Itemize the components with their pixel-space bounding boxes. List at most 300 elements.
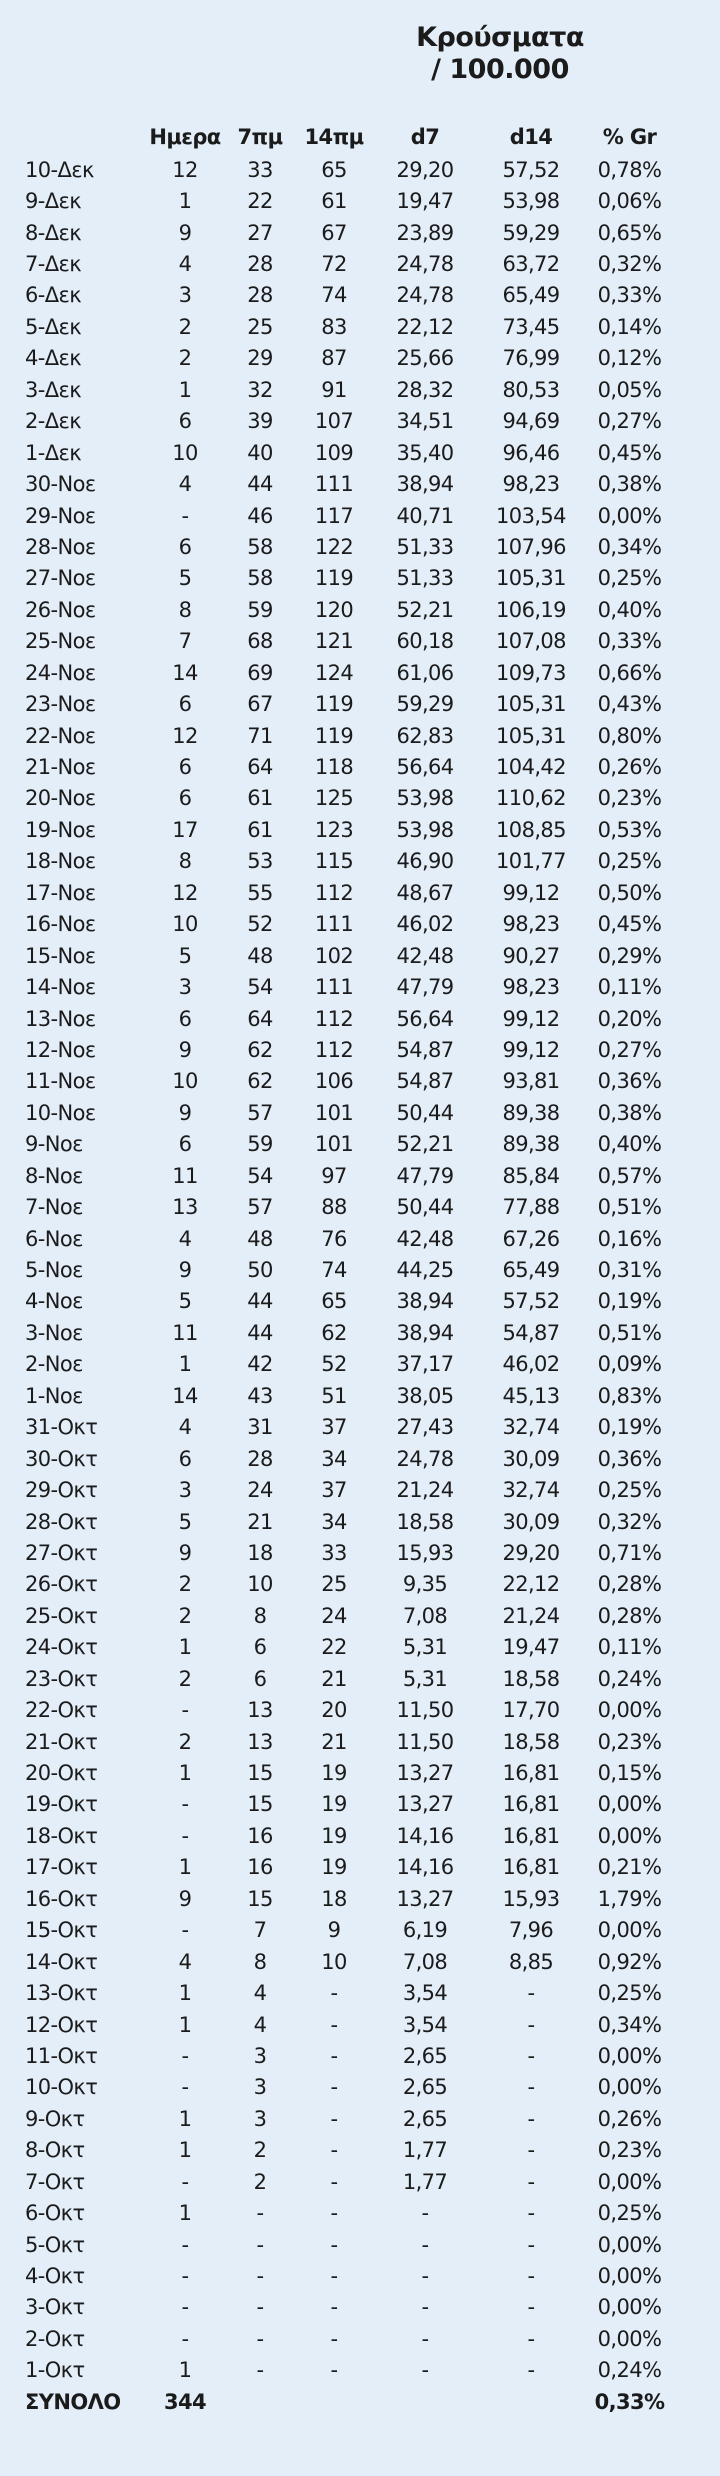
day-cell: 10 (172, 440, 198, 465)
day-cell: 11 (172, 1163, 198, 1188)
14day-cell: - (330, 2201, 338, 2226)
day-cell: 9 (178, 1258, 192, 1283)
day-cell: 12 (172, 157, 198, 182)
growth-cell: 0,24% (597, 1666, 662, 1691)
growth-cell: 0,27% (597, 1037, 662, 1062)
d7-cell: 42,48 (396, 1226, 454, 1251)
d7-cell: 19,47 (396, 189, 454, 214)
date-cell: 6-Οκτ (25, 2201, 85, 2226)
d7-cell: 5,31 (402, 1666, 448, 1691)
table-row (25, 468, 677, 499)
d14-cell: 65,49 (502, 1258, 560, 1283)
14day-cell: 102 (314, 943, 354, 968)
14day-cell: 119 (314, 566, 354, 591)
day-cell: 6 (178, 534, 192, 559)
growth-cell: 0,00% (597, 2232, 662, 2257)
d7-cell: - (421, 2358, 429, 2383)
table-row (25, 1443, 677, 1474)
14day-cell: 117 (314, 503, 354, 528)
table-row (25, 374, 677, 405)
d14-cell: 109,73 (496, 660, 566, 685)
14day-cell: 101 (314, 1132, 354, 1157)
14day-cell: 65 (321, 157, 347, 182)
day-cell: 2 (178, 346, 192, 371)
day-cell: 9 (178, 220, 192, 245)
d14-cell: 105,31 (496, 692, 566, 717)
day-cell: 1 (178, 2106, 192, 2131)
14day-cell: 74 (321, 1258, 347, 1283)
growth-cell: 0,40% (597, 597, 662, 622)
d14-cell: 77,88 (502, 1195, 560, 1220)
7day-cell: 33 (247, 157, 273, 182)
table-row (25, 1852, 677, 1883)
14day-cell: - (330, 2075, 338, 2100)
day-cell: 1 (178, 1855, 192, 1880)
table-row (25, 154, 677, 185)
14day-cell: - (330, 2169, 338, 2194)
table-row (25, 1663, 677, 1694)
growth-cell: 0,09% (597, 1352, 662, 1377)
day-cell: 6 (178, 692, 192, 717)
14day-cell: 19 (321, 1792, 347, 1817)
table-row (25, 909, 677, 940)
d7-cell: 60,18 (396, 629, 454, 654)
d14-cell: 89,38 (502, 1100, 560, 1125)
date-cell: 2-Νοε (25, 1352, 83, 1377)
table-row (25, 1066, 677, 1097)
date-cell: 16-Νοε (25, 912, 96, 937)
growth-cell: 0,51% (597, 1320, 662, 1345)
table-row (25, 185, 677, 216)
7day-cell: 6 (253, 1666, 267, 1691)
date-cell: 23-Νοε (25, 692, 96, 717)
table-row (25, 2072, 677, 2103)
table-row (25, 1694, 677, 1725)
growth-cell: 0,24% (597, 2358, 662, 2383)
d7-cell: 61,06 (396, 660, 454, 685)
day-cell: 1 (178, 1635, 192, 1660)
7day-cell: 10 (247, 1572, 273, 1597)
d7-cell: 18,58 (396, 1509, 454, 1534)
table-row (25, 1349, 677, 1380)
date-cell: 27-Νοε (25, 566, 96, 591)
day-cell: 13 (172, 1195, 198, 1220)
growth-cell: 0,43% (597, 692, 662, 717)
d7-cell: 38,05 (396, 1383, 454, 1408)
table-row (25, 971, 677, 1002)
7day-cell: 68 (247, 629, 273, 654)
table-row (25, 657, 677, 688)
7day-cell: 18 (247, 1540, 273, 1565)
date-cell: 15-Οκτ (25, 1918, 98, 1943)
day-cell: 8 (178, 597, 192, 622)
7day-cell: 2 (253, 2138, 267, 2163)
day-cell: 14 (172, 660, 198, 685)
total-growth: 0,33% (594, 2389, 665, 2414)
growth-cell: 0,21% (597, 1855, 662, 1880)
table-row (25, 877, 677, 908)
d14-cell: 21,24 (502, 1603, 560, 1628)
7day-cell: 52 (247, 912, 273, 937)
7day-cell: 50 (247, 1258, 273, 1283)
table-row (25, 1537, 677, 1568)
date-cell: 26-Νοε (25, 597, 96, 622)
date-cell: 22-Οκτ (25, 1698, 98, 1723)
7day-cell: 53 (247, 849, 273, 874)
d14-cell: 45,13 (502, 1383, 560, 1408)
7day-cell: 21 (247, 1509, 273, 1534)
growth-cell: 0,00% (597, 2326, 662, 2351)
d7-cell: 59,29 (396, 692, 454, 717)
table-row (25, 846, 677, 877)
day-cell: 5 (178, 1509, 192, 1534)
7day-cell: 25 (247, 314, 273, 339)
d7-cell: 48,67 (396, 880, 454, 905)
date-cell: 16-Οκτ (25, 1886, 98, 1911)
7day-cell: - (256, 2295, 264, 2320)
d14-cell: 98,23 (502, 912, 560, 937)
7day-cell: 3 (253, 2043, 267, 2068)
day-cell: 3 (178, 975, 192, 1000)
growth-cell: 0,23% (597, 1729, 662, 1754)
growth-cell: 0,25% (597, 1478, 662, 1503)
date-cell: 26-Οκτ (25, 1572, 98, 1597)
table-row (25, 1726, 677, 1757)
growth-cell: 0,25% (597, 1981, 662, 2006)
date-cell: 10-Δεκ (25, 157, 94, 182)
d7-cell: 47,79 (396, 975, 454, 1000)
date-cell: 2-Οκτ (25, 2326, 85, 2351)
day-cell: 2 (178, 1729, 192, 1754)
day-cell: - (181, 2075, 189, 2100)
7day-cell: 16 (247, 1823, 273, 1848)
d7-cell: 53,98 (396, 786, 454, 811)
14day-cell: 24 (321, 1603, 347, 1628)
14day-cell: 18 (321, 1886, 347, 1911)
table-row (25, 688, 677, 719)
d14-cell: 107,08 (496, 629, 566, 654)
day-cell: 5 (178, 1289, 192, 1314)
growth-cell: 0,14% (597, 314, 662, 339)
table-title (400, 22, 600, 86)
d14-cell: 65,49 (502, 283, 560, 308)
7day-cell: 61 (247, 786, 273, 811)
date-cell: 30-Οκτ (25, 1446, 98, 1471)
table-body (25, 154, 677, 2386)
14day-cell: - (330, 2358, 338, 2383)
d14-cell: - (527, 2326, 535, 2351)
date-cell: 3-Νοε (25, 1320, 83, 1345)
date-cell: 31-Οκτ (25, 1415, 98, 1440)
d7-cell: 24,78 (396, 1446, 454, 1471)
growth-cell: 0,12% (597, 346, 662, 371)
7day-cell: 3 (253, 2075, 267, 2100)
14day-cell: 112 (314, 1037, 354, 1062)
d14-cell: 63,72 (502, 252, 560, 277)
day-cell: - (181, 1918, 189, 1943)
day-cell: 1 (178, 2012, 192, 2037)
growth-cell: 0,80% (597, 723, 662, 748)
14day-cell: 120 (314, 597, 354, 622)
7day-cell: 40 (247, 440, 273, 465)
7day-cell: 15 (247, 1761, 273, 1786)
d7-cell: 22,12 (396, 314, 454, 339)
d7-cell: 7,08 (402, 1949, 448, 1974)
date-cell: 24-Νοε (25, 660, 96, 685)
d14-cell: 67,26 (502, 1226, 560, 1251)
d14-cell: 17,70 (502, 1698, 560, 1723)
d7-cell: 11,50 (396, 1729, 454, 1754)
table-row (25, 311, 677, 342)
d14-cell: 76,99 (502, 346, 560, 371)
d7-cell: 2,65 (402, 2075, 448, 2100)
day-cell: - (181, 2169, 189, 2194)
d7-cell: 6,19 (402, 1918, 448, 1943)
table-row (25, 2355, 677, 2386)
date-cell: 21-Οκτ (25, 1729, 98, 1754)
7day-cell: 58 (247, 566, 273, 591)
d7-cell: 50,44 (396, 1100, 454, 1125)
day-cell: - (181, 1698, 189, 1723)
growth-cell: 0,31% (597, 1258, 662, 1283)
date-cell: 5-Δεκ (25, 314, 82, 339)
14day-cell: 112 (314, 1006, 354, 1031)
table-row (25, 1474, 677, 1505)
growth-cell: 0,32% (597, 252, 662, 277)
date-cell: 3-Οκτ (25, 2295, 85, 2320)
d7-cell: 62,83 (396, 723, 454, 748)
day-cell: - (181, 2295, 189, 2320)
table-row (25, 1789, 677, 1820)
d7-cell: 51,33 (396, 566, 454, 591)
7day-cell: 67 (247, 692, 273, 717)
growth-cell: 0,50% (597, 880, 662, 905)
7day-cell: 32 (247, 377, 273, 402)
d7-cell: 38,94 (396, 472, 454, 497)
14day-cell: 74 (321, 283, 347, 308)
day-cell: - (181, 1823, 189, 1848)
table-row (25, 1034, 677, 1065)
date-cell: 4-Δεκ (25, 346, 82, 371)
header-d7: d7 (410, 125, 440, 149)
14day-cell: - (330, 2043, 338, 2068)
d7-cell: 34,51 (396, 409, 454, 434)
day-cell: 9 (178, 1886, 192, 1911)
7day-cell: 4 (253, 1981, 267, 2006)
d14-cell: 107,96 (496, 534, 566, 559)
d7-cell: 11,50 (396, 1698, 454, 1723)
14day-cell: 37 (321, 1415, 347, 1440)
14day-cell: 87 (321, 346, 347, 371)
day-cell: 2 (178, 314, 192, 339)
table-row (25, 2009, 677, 2040)
day-cell: 10 (172, 912, 198, 937)
d7-cell: 13,27 (396, 1761, 454, 1786)
day-cell: 6 (178, 1132, 192, 1157)
d7-cell: 52,21 (396, 1132, 454, 1157)
7day-cell: 54 (247, 975, 273, 1000)
table-row (25, 531, 677, 562)
14day-cell: 22 (321, 1635, 347, 1660)
d14-cell: - (527, 2138, 535, 2163)
table-row (25, 500, 677, 531)
date-cell: 12-Οκτ (25, 2012, 98, 2037)
7day-cell: 54 (247, 1163, 273, 1188)
7day-cell: - (256, 2264, 264, 2289)
7day-cell: 13 (247, 1698, 273, 1723)
d14-cell: 110,62 (496, 786, 566, 811)
growth-cell: 0,38% (597, 472, 662, 497)
table-row (25, 1129, 677, 1160)
d7-cell: 35,40 (396, 440, 454, 465)
d14-cell: 16,81 (502, 1855, 560, 1880)
table-row (25, 1003, 677, 1034)
header-7day: 7πμ (237, 125, 283, 149)
14day-cell: 101 (314, 1100, 354, 1125)
d7-cell: 2,65 (402, 2106, 448, 2131)
14day-cell: - (330, 2295, 338, 2320)
growth-cell: 1,79% (597, 1886, 662, 1911)
d7-cell: 1,77 (402, 2169, 448, 2194)
growth-cell: 0,19% (597, 1289, 662, 1314)
7day-cell: 28 (247, 1446, 273, 1471)
14day-cell: 83 (321, 314, 347, 339)
growth-cell: 0,27% (597, 409, 662, 434)
header-d14: d14 (509, 125, 553, 149)
d14-cell: 80,53 (502, 377, 560, 402)
7day-cell: - (256, 2358, 264, 2383)
growth-cell: 0,05% (597, 377, 662, 402)
date-cell: 5-Οκτ (25, 2232, 85, 2257)
growth-cell: 0,51% (597, 1195, 662, 1220)
growth-cell: 0,16% (597, 1226, 662, 1251)
d14-cell: 103,54 (496, 503, 566, 528)
growth-cell: 0,33% (597, 629, 662, 654)
growth-cell: 0,26% (597, 2106, 662, 2131)
growth-cell: 0,06% (597, 189, 662, 214)
14day-cell: 65 (321, 1289, 347, 1314)
date-cell: 1-Οκτ (25, 2358, 85, 2383)
day-cell: - (181, 503, 189, 528)
14day-cell: 21 (321, 1666, 347, 1691)
d14-cell: - (527, 2075, 535, 2100)
14day-cell: 111 (314, 472, 354, 497)
7day-cell: 4 (253, 2012, 267, 2037)
d7-cell: - (421, 2295, 429, 2320)
day-cell: 9 (178, 1540, 192, 1565)
d7-cell: 47,79 (396, 1163, 454, 1188)
growth-cell: 0,20% (597, 1006, 662, 1031)
7day-cell: 42 (247, 1352, 273, 1377)
d7-cell: 51,33 (396, 534, 454, 559)
7day-cell: 46 (247, 503, 273, 528)
d7-cell: 24,78 (396, 252, 454, 277)
d7-cell: 50,44 (396, 1195, 454, 1220)
day-cell: 3 (178, 1478, 192, 1503)
date-cell: 24-Οκτ (25, 1635, 98, 1660)
d14-cell: 54,87 (502, 1320, 560, 1345)
14day-cell: - (330, 2264, 338, 2289)
14day-cell: 109 (314, 440, 354, 465)
d7-cell: - (421, 2201, 429, 2226)
day-cell: 1 (178, 2358, 192, 2383)
date-cell: 17-Οκτ (25, 1855, 98, 1880)
d7-cell: 14,16 (396, 1855, 454, 1880)
14day-cell: 19 (321, 1761, 347, 1786)
date-cell: 18-Οκτ (25, 1823, 98, 1848)
d7-cell: 9,35 (402, 1572, 448, 1597)
date-cell: 25-Νοε (25, 629, 96, 654)
d7-cell: 13,27 (396, 1886, 454, 1911)
date-cell: 17-Νοε (25, 880, 96, 905)
date-cell: 29-Οκτ (25, 1478, 98, 1503)
growth-cell: 0,78% (597, 157, 662, 182)
d7-cell: 21,24 (396, 1478, 454, 1503)
day-cell: 6 (178, 1006, 192, 1031)
table-row (25, 2166, 677, 2197)
7day-cell: 58 (247, 534, 273, 559)
day-cell: 6 (178, 755, 192, 780)
14day-cell: 61 (321, 189, 347, 214)
table-row (25, 1977, 677, 2008)
d7-cell: - (421, 2264, 429, 2289)
d14-cell: 108,85 (496, 817, 566, 842)
7day-cell: 2 (253, 2169, 267, 2194)
day-cell: 6 (178, 409, 192, 434)
d14-cell: 57,52 (502, 157, 560, 182)
day-cell: - (181, 2326, 189, 2351)
date-cell: 22-Νοε (25, 723, 96, 748)
d7-cell: 38,94 (396, 1320, 454, 1345)
growth-cell: 0,66% (597, 660, 662, 685)
d7-cell: 23,89 (396, 220, 454, 245)
d14-cell: 99,12 (502, 1006, 560, 1031)
14day-cell: 112 (314, 880, 354, 905)
d7-cell: - (421, 2326, 429, 2351)
day-cell: - (181, 2232, 189, 2257)
table-row (25, 2292, 677, 2323)
title-line-1: Κρούσματα (416, 22, 584, 53)
growth-cell: 0,32% (597, 1509, 662, 1534)
total-label: ΣΥΝΟΛΟ (25, 2389, 121, 2414)
14day-cell: 115 (314, 849, 354, 874)
date-cell: 20-Οκτ (25, 1761, 98, 1786)
day-cell: 1 (178, 377, 192, 402)
d14-cell: - (527, 1981, 535, 2006)
d7-cell: 53,98 (396, 817, 454, 842)
table-row (25, 1317, 677, 1348)
7day-cell: 29 (247, 346, 273, 371)
7day-cell: 13 (247, 1729, 273, 1754)
7day-cell: 69 (247, 660, 273, 685)
day-cell: 9 (178, 1037, 192, 1062)
7day-cell: 31 (247, 1415, 273, 1440)
date-cell: 21-Νοε (25, 755, 96, 780)
d14-cell: 59,29 (502, 220, 560, 245)
growth-cell: 0,23% (597, 786, 662, 811)
7day-cell: 48 (247, 943, 273, 968)
table-row (25, 1223, 677, 1254)
d14-cell: 73,45 (502, 314, 560, 339)
14day-cell: 62 (321, 1320, 347, 1345)
d14-cell: 15,93 (502, 1886, 560, 1911)
d7-cell: 54,87 (396, 1037, 454, 1062)
date-cell: 14-Νοε (25, 975, 96, 1000)
7day-cell: 6 (253, 1635, 267, 1660)
cases-table (25, 120, 677, 2418)
d14-cell: - (527, 2106, 535, 2131)
day-cell: 4 (178, 252, 192, 277)
